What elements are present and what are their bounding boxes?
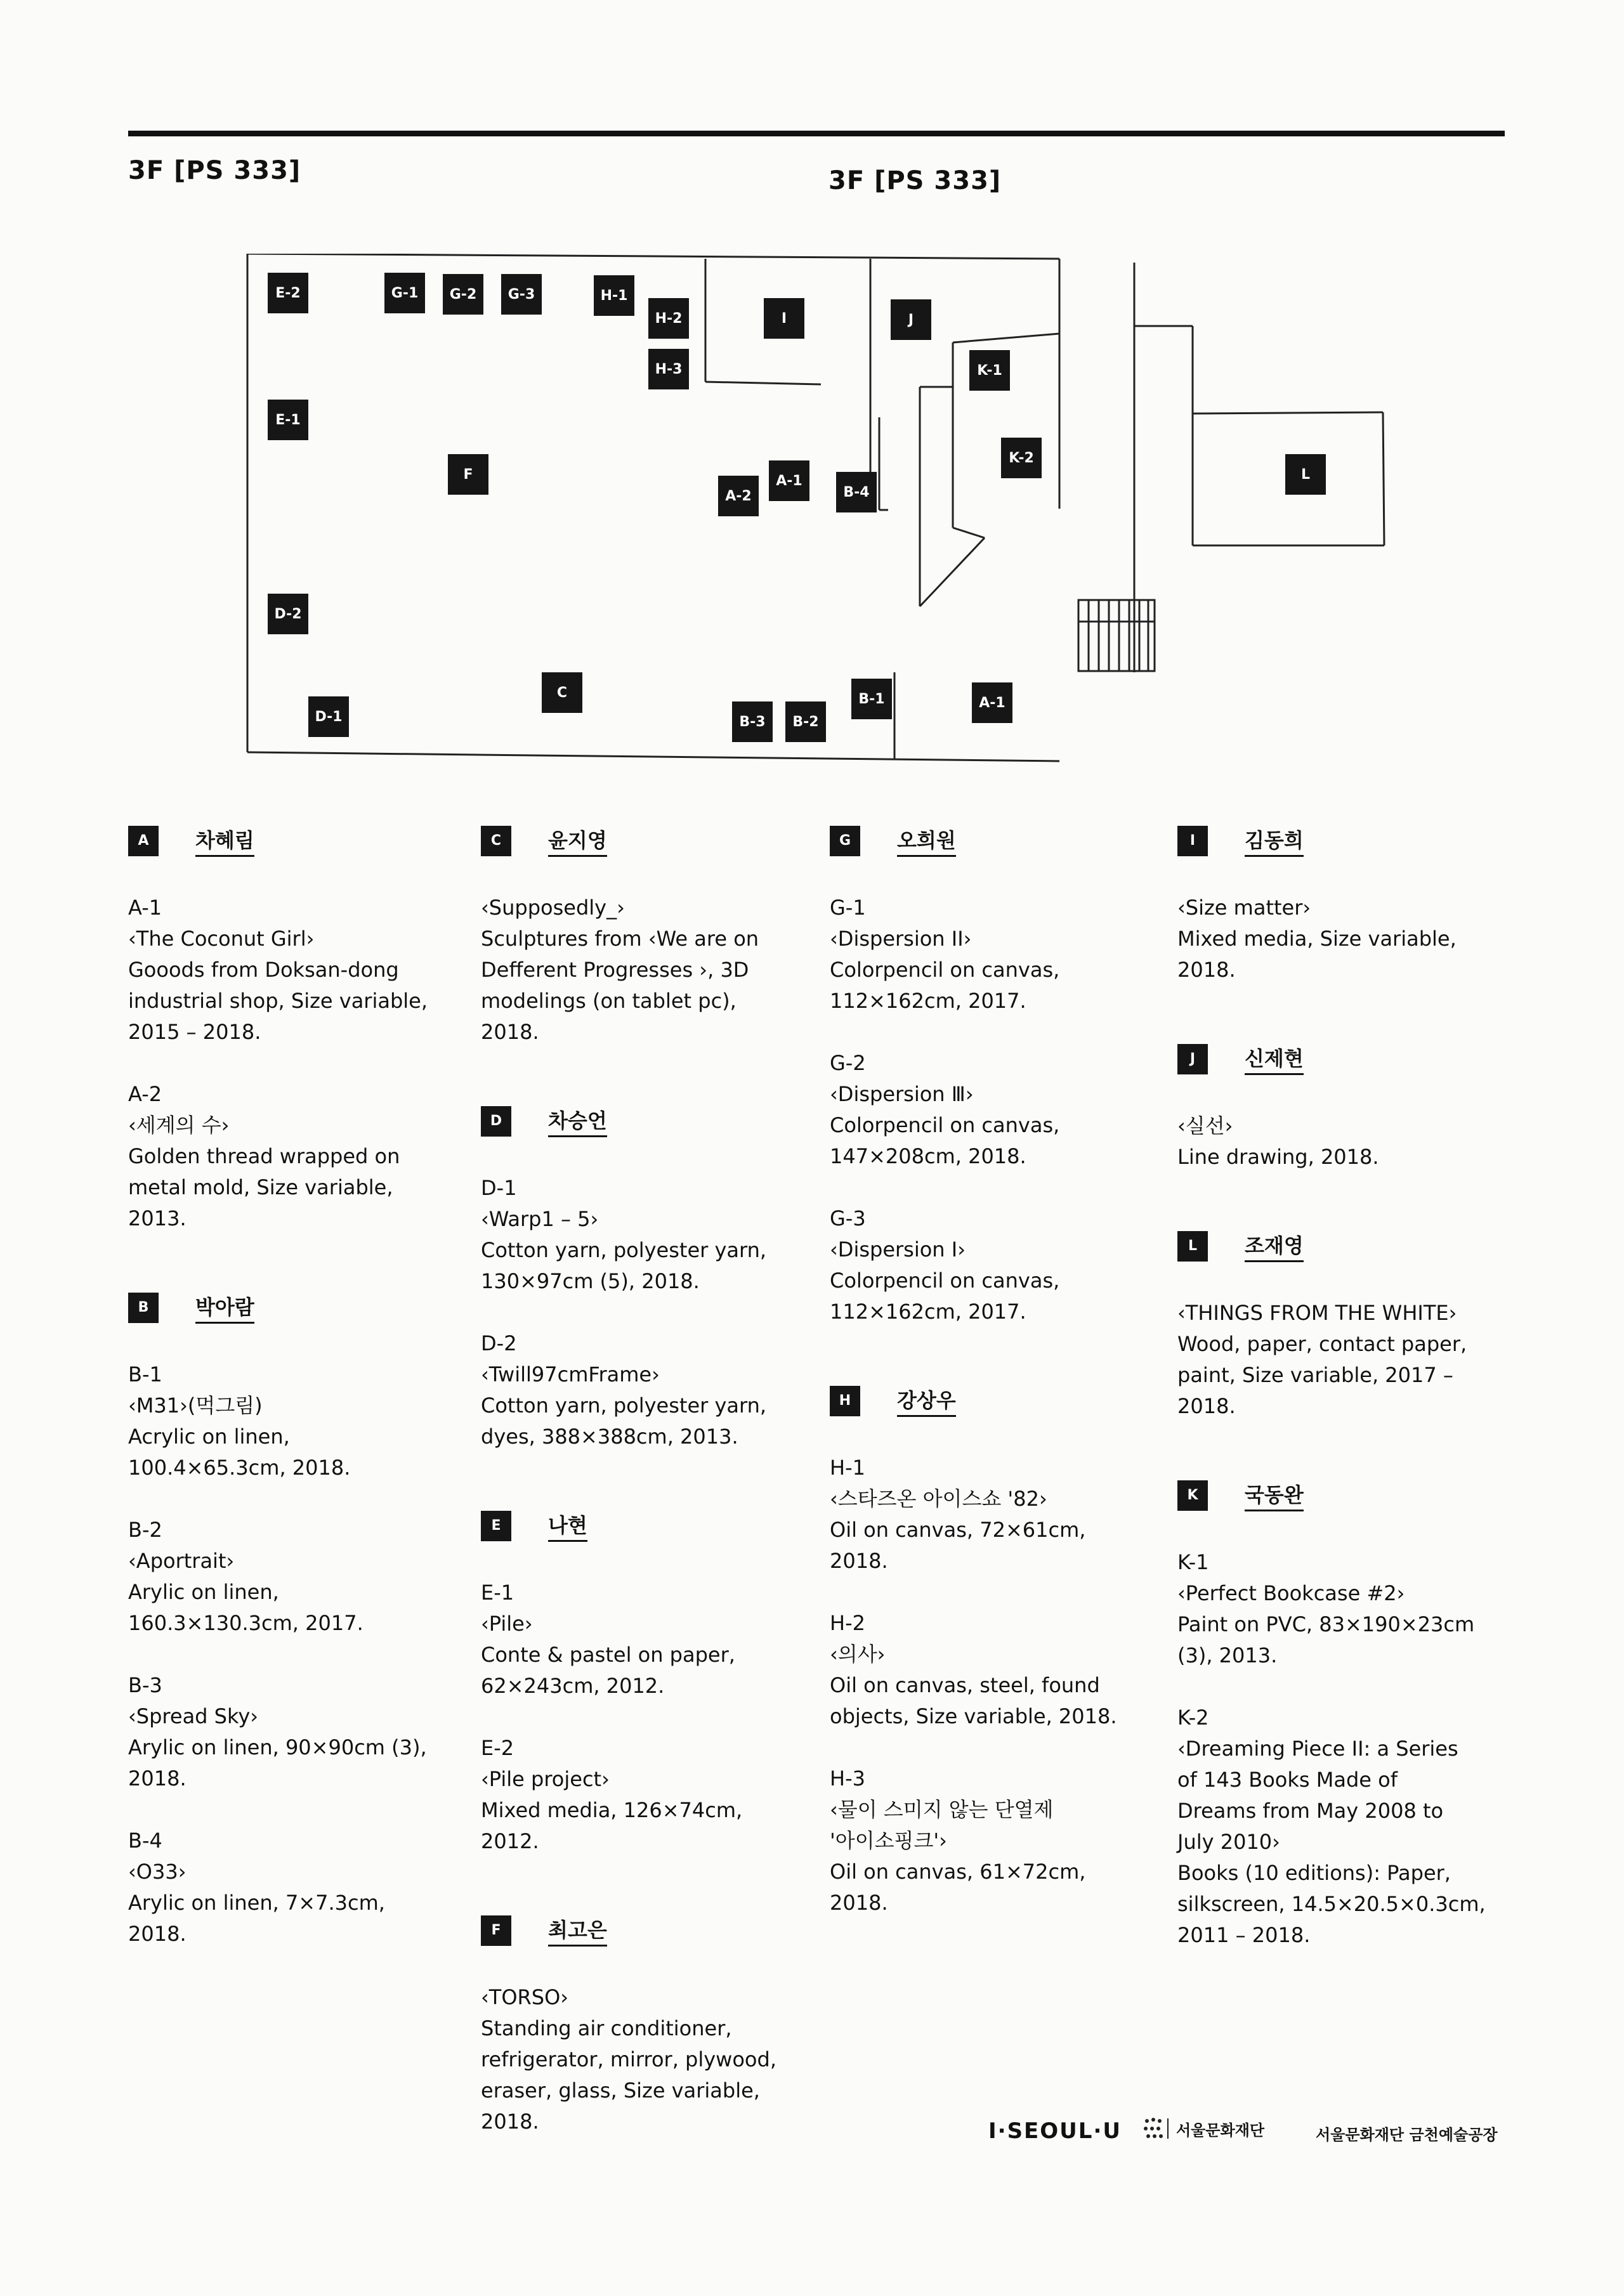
artist-name: 박아람 bbox=[195, 1291, 254, 1324]
artwork-description-line: 2018. bbox=[1177, 1394, 1236, 1418]
artwork-entry bbox=[128, 1359, 471, 1484]
artwork-description-line: Oil on canvas, steel, found bbox=[830, 1673, 1100, 1697]
sfac-logo bbox=[1142, 2116, 1264, 2141]
artwork-description-line: 2018. bbox=[830, 1549, 888, 1573]
artwork-description-line: paint, Size variable, 2017 – bbox=[1177, 1363, 1453, 1387]
artwork-id: G-1 bbox=[830, 896, 866, 920]
artist-letter-badge: B bbox=[128, 1293, 159, 1323]
artwork-title-cont: Dreams from May 2008 to bbox=[1177, 1799, 1444, 1823]
marker-H-1[interactable]: H-1 bbox=[594, 275, 634, 316]
artist-letter-badge: I bbox=[1177, 826, 1208, 856]
artist-name: 국동완 bbox=[1245, 1479, 1304, 1511]
artwork-description-line: Colorpencil on canvas, bbox=[830, 958, 1060, 982]
artwork-id: H-2 bbox=[830, 1611, 865, 1635]
artist-name: 윤지영 bbox=[548, 825, 607, 857]
artist-name: 최고은 bbox=[548, 1914, 607, 1947]
artwork-entry bbox=[128, 1670, 471, 1794]
artwork-id: D-2 bbox=[481, 1331, 517, 1355]
artwork-description-line: Arylic on linen, bbox=[128, 1580, 279, 1604]
artist-header bbox=[481, 825, 823, 857]
artwork-title-cont: July 2010› bbox=[1177, 1830, 1280, 1854]
artwork-description-line: Sculptures from ‹We are on bbox=[481, 927, 759, 951]
artist-section-e bbox=[481, 1510, 823, 1857]
marker-C[interactable]: C bbox=[542, 672, 582, 713]
marker-E-1[interactable]: E-1 bbox=[268, 400, 308, 440]
artwork-description-line: industrial shop, Size variable, bbox=[128, 989, 428, 1013]
artwork-entry bbox=[481, 1982, 823, 2137]
artwork-description-line: Cotton yarn, polyester yarn, bbox=[481, 1393, 767, 1418]
artwork-description-line: refrigerator, mirror, plywood, bbox=[481, 2047, 776, 2071]
geumcheon-logo: 서울문화재단 금천예술공장 bbox=[1316, 2126, 1498, 2144]
artist-section-i bbox=[1177, 825, 1520, 986]
artist-name: 차혜림 bbox=[195, 825, 254, 857]
floor-plan-walls bbox=[241, 254, 1396, 774]
artwork-title: ‹Spread Sky› bbox=[128, 1704, 259, 1728]
artwork-id: B-4 bbox=[128, 1829, 162, 1853]
artwork-entry bbox=[481, 1577, 823, 1702]
marker-E-2[interactable]: E-2 bbox=[268, 273, 308, 313]
artwork-description-line: 2018. bbox=[481, 2110, 539, 2134]
artwork-id: A-2 bbox=[128, 1082, 162, 1106]
artwork-description-line: Colorpencil on canvas, bbox=[830, 1113, 1060, 1137]
artwork-entry bbox=[128, 1515, 471, 1639]
artist-header bbox=[481, 1914, 823, 1947]
marker-H-2[interactable]: H-2 bbox=[648, 298, 689, 339]
artwork-title: ‹Size matter› bbox=[1177, 896, 1311, 920]
artist-header bbox=[1177, 825, 1520, 857]
artist-letter-badge: K bbox=[1177, 1480, 1208, 1511]
artwork-title: ‹세계의 수› bbox=[128, 1113, 230, 1137]
artwork-entry bbox=[128, 892, 471, 1048]
artwork-title: ‹Dispersion II› bbox=[830, 927, 972, 951]
artwork-id: G-3 bbox=[830, 1206, 866, 1230]
artwork-entry bbox=[830, 1452, 1172, 1577]
artwork-description-line: Defferent Progresses ›, 3D bbox=[481, 958, 749, 982]
artwork-description-line: 2018. bbox=[1177, 958, 1236, 982]
artist-letter-badge: E bbox=[481, 1511, 511, 1541]
artwork-title: ‹스타즈온 아이스쇼 '82› bbox=[830, 1487, 1047, 1511]
artwork-description-line: Books (10 editions): Paper, bbox=[1177, 1861, 1451, 1885]
artwork-entry bbox=[830, 1608, 1172, 1732]
artwork-description-line: Conte & pastel on paper, bbox=[481, 1643, 735, 1667]
artwork-description-line: modelings (on tablet pc), bbox=[481, 989, 737, 1013]
marker-H-3[interactable]: H-3 bbox=[648, 349, 689, 389]
artwork-description-line: 2018. bbox=[128, 1766, 187, 1790]
marker-K-2[interactable]: K-2 bbox=[1001, 438, 1042, 478]
marker-B-3[interactable]: B-3 bbox=[732, 701, 773, 742]
artwork-title: ‹Dispersion Ⅲ› bbox=[830, 1082, 974, 1106]
artist-header bbox=[830, 1385, 1172, 1417]
marker-A-1[interactable]: A-1 bbox=[769, 460, 809, 501]
artwork-description-line: Standing air conditioner, bbox=[481, 2016, 732, 2040]
artist-letter-badge: L bbox=[1177, 1231, 1208, 1262]
artist-letter-badge: A bbox=[128, 826, 159, 856]
marker-G-3[interactable]: G-3 bbox=[501, 274, 542, 315]
artwork-entry bbox=[830, 1048, 1172, 1172]
artist-section-k bbox=[1177, 1479, 1520, 1951]
artwork-description-line: 130×97cm (5), 2018. bbox=[481, 1269, 700, 1293]
artwork-entry bbox=[1177, 1298, 1520, 1422]
artwork-title: ‹Pile project› bbox=[481, 1767, 610, 1791]
marker-D-2[interactable]: D-2 bbox=[268, 594, 308, 634]
artist-section-c bbox=[481, 825, 823, 1048]
artist-name: 차승언 bbox=[548, 1105, 607, 1137]
artist-letter-badge: F bbox=[481, 1915, 511, 1946]
artwork-id: D-1 bbox=[481, 1176, 517, 1200]
artist-header bbox=[481, 1105, 823, 1137]
marker-A-2[interactable]: A-2 bbox=[718, 476, 759, 516]
artwork-id: K-1 bbox=[1177, 1550, 1209, 1574]
artwork-id: A-1 bbox=[128, 896, 162, 920]
artwork-description-line: Line drawing, 2018. bbox=[1177, 1145, 1379, 1169]
artwork-description-line: 2018. bbox=[830, 1891, 888, 1915]
artwork-id: H-1 bbox=[830, 1456, 865, 1480]
artwork-entry bbox=[481, 1173, 823, 1297]
artwork-description-line: Colorpencil on canvas, bbox=[830, 1269, 1060, 1293]
artwork-description-line: Mixed media, Size variable, bbox=[1177, 927, 1457, 951]
marker-G-1[interactable]: G-1 bbox=[384, 273, 425, 313]
artist-letter-badge: H bbox=[830, 1386, 860, 1416]
artwork-description-line: Acrylic on linen, bbox=[128, 1425, 290, 1449]
artist-header bbox=[830, 825, 1172, 857]
artwork-title: ‹Warp1 – 5› bbox=[481, 1207, 599, 1231]
artwork-entry bbox=[481, 1328, 823, 1452]
artwork-description-line: 2018. bbox=[128, 1922, 187, 1946]
artwork-entry bbox=[128, 1825, 471, 1950]
marker-K-1[interactable]: K-1 bbox=[969, 350, 1010, 391]
artist-letter-badge: D bbox=[481, 1106, 511, 1137]
marker-L[interactable]: L bbox=[1285, 454, 1326, 495]
artwork-entry bbox=[1177, 1111, 1520, 1173]
artwork-title: ‹O33› bbox=[128, 1860, 187, 1884]
artwork-title: ‹실선› bbox=[1177, 1114, 1233, 1138]
sfac-emblem-icon bbox=[1142, 2116, 1170, 2141]
artwork-description-line: 62×243cm, 2012. bbox=[481, 1674, 665, 1698]
artwork-description-line: 112×162cm, 2017. bbox=[830, 1300, 1026, 1324]
artwork-description-line: 2018. bbox=[481, 1020, 539, 1044]
artwork-title: ‹Dispersion I› bbox=[830, 1237, 966, 1262]
marker-G-2[interactable]: G-2 bbox=[443, 274, 483, 315]
artwork-title: ‹Perfect Bookcase #2› bbox=[1177, 1581, 1405, 1605]
artwork-description-line: Mixed media, 126×74cm, bbox=[481, 1798, 743, 1822]
floor-label-left: 3F [PS 333] bbox=[128, 156, 301, 185]
artist-letter-badge: G bbox=[830, 826, 860, 856]
artwork-description-line: Arylic on linen, 7×7.3cm, bbox=[128, 1891, 385, 1915]
artwork-title: ‹M31›(먹그림) bbox=[128, 1393, 263, 1418]
artwork-title: ‹TORSO› bbox=[481, 1985, 569, 2009]
artwork-description-line: dyes, 388×388cm, 2013. bbox=[481, 1425, 738, 1449]
artwork-title: ‹Twill97cmFrame› bbox=[481, 1362, 660, 1386]
artwork-id: B-2 bbox=[128, 1518, 162, 1542]
artist-section-h bbox=[830, 1385, 1172, 1919]
artwork-description-line: 100.4×65.3cm, 2018. bbox=[128, 1456, 351, 1480]
artwork-description-line: metal mold, Size variable, bbox=[128, 1175, 393, 1199]
artist-header bbox=[1177, 1479, 1520, 1511]
artwork-id: E-1 bbox=[481, 1581, 514, 1605]
artist-letter-badge: J bbox=[1177, 1044, 1208, 1074]
artwork-title: ‹Aportrait› bbox=[128, 1549, 235, 1573]
artwork-entry bbox=[1177, 1702, 1520, 1951]
artwork-id: K-2 bbox=[1177, 1706, 1209, 1730]
artwork-description-line: Cotton yarn, polyester yarn, bbox=[481, 1238, 767, 1262]
artwork-id: G-2 bbox=[830, 1051, 866, 1075]
marker-D-1[interactable]: D-1 bbox=[308, 696, 349, 737]
artist-letter-badge: C bbox=[481, 826, 511, 856]
artwork-description-line: Oil on canvas, 72×61cm, bbox=[830, 1518, 1086, 1542]
artwork-entry bbox=[1177, 1547, 1520, 1671]
artist-header bbox=[1177, 1043, 1520, 1075]
artwork-description-line: Gooods from Doksan-dong bbox=[128, 958, 399, 982]
artwork-description-line: objects, Size variable, 2018. bbox=[830, 1704, 1117, 1728]
artwork-entry bbox=[830, 892, 1172, 1017]
artwork-description-line: 2012. bbox=[481, 1829, 539, 1853]
column-3 bbox=[830, 825, 1172, 1976]
artwork-description-line: Arylic on linen, 90×90cm (3), bbox=[128, 1735, 427, 1759]
artist-name: 김동희 bbox=[1245, 825, 1304, 857]
artwork-description-line: Paint on PVC, 83×190×23cm bbox=[1177, 1612, 1475, 1636]
artwork-title: ‹Dreaming Piece II: a Series bbox=[1177, 1737, 1458, 1761]
marker-I[interactable]: I bbox=[764, 298, 804, 339]
artwork-title: ‹The Coconut Girl› bbox=[128, 927, 315, 951]
marker-B-4[interactable]: B-4 bbox=[836, 472, 877, 512]
sfac-label: 서울문화재단 bbox=[1176, 2121, 1265, 2139]
marker-B-1[interactable]: B-1 bbox=[851, 679, 892, 719]
artwork-description-line: 147×208cm, 2018. bbox=[830, 1144, 1026, 1168]
artist-name: 강상우 bbox=[897, 1385, 956, 1417]
artist-name: 조재영 bbox=[1245, 1230, 1304, 1262]
artwork-title-cont: of 143 Books Made of bbox=[1177, 1768, 1398, 1792]
artist-section-d bbox=[481, 1105, 823, 1452]
artwork-title: ‹의사› bbox=[830, 1642, 886, 1666]
artwork-entry bbox=[481, 1733, 823, 1857]
top-rule bbox=[128, 131, 1505, 136]
column-4 bbox=[1177, 825, 1520, 2008]
artwork-description-line: silkscreen, 14.5×20.5×0.3cm, bbox=[1177, 1892, 1486, 1916]
artist-header bbox=[1177, 1230, 1520, 1262]
artwork-entry bbox=[830, 1203, 1172, 1327]
artist-section-g bbox=[830, 825, 1172, 1327]
artwork-title: ‹THINGS FROM THE WHITE› bbox=[1177, 1301, 1457, 1325]
artist-name: 오희원 bbox=[897, 825, 956, 857]
artwork-description-line: Wood, paper, contact paper, bbox=[1177, 1332, 1467, 1356]
iseoul-logo: I·SEOUL·U bbox=[988, 2118, 1122, 2144]
artwork-entry bbox=[830, 1763, 1172, 1919]
marker-J[interactable]: J bbox=[891, 299, 931, 340]
artist-header bbox=[128, 1291, 471, 1324]
artwork-id: E-2 bbox=[481, 1736, 514, 1760]
artwork-description-line: 2011 – 2018. bbox=[1177, 1923, 1311, 1947]
artwork-id: B-3 bbox=[128, 1673, 162, 1697]
artwork-description-line: (3), 2013. bbox=[1177, 1643, 1278, 1667]
artwork-title-cont: '아이소핑크'› bbox=[830, 1829, 947, 1853]
artwork-entry bbox=[128, 1079, 471, 1234]
artist-name: 신제현 bbox=[1245, 1043, 1304, 1075]
marker-A-1-lower[interactable]: A-1 bbox=[972, 682, 1012, 723]
artwork-description-line: 160.3×130.3cm, 2017. bbox=[128, 1611, 363, 1635]
artwork-id: B-1 bbox=[128, 1362, 162, 1386]
floor-label-right: 3F [PS 333] bbox=[828, 166, 1002, 195]
artist-section-l bbox=[1177, 1230, 1520, 1422]
artist-section-j bbox=[1177, 1043, 1520, 1173]
artwork-title: ‹물이 스미지 않는 단열제 bbox=[830, 1797, 1054, 1822]
artist-header bbox=[128, 825, 471, 857]
artwork-id: H-3 bbox=[830, 1766, 865, 1790]
column-2 bbox=[481, 825, 823, 2195]
artist-section-a bbox=[128, 825, 471, 1234]
marker-B-2[interactable]: B-2 bbox=[785, 701, 826, 742]
artist-section-f bbox=[481, 1914, 823, 2137]
artwork-entry bbox=[481, 892, 823, 1048]
artist-section-b bbox=[128, 1291, 471, 1950]
artist-header bbox=[481, 1510, 823, 1542]
artwork-title: ‹Pile› bbox=[481, 1612, 533, 1636]
artist-name: 나현 bbox=[548, 1510, 587, 1542]
artwork-title: ‹Supposedly_› bbox=[481, 896, 625, 920]
artwork-description-line: 112×162cm, 2017. bbox=[830, 989, 1026, 1013]
artwork-description-line: 2013. bbox=[128, 1206, 187, 1230]
marker-F[interactable]: F bbox=[448, 454, 488, 495]
artwork-description-line: Golden thread wrapped on bbox=[128, 1144, 400, 1168]
artwork-description-line: eraser, glass, Size variable, bbox=[481, 2078, 760, 2103]
floor-plan bbox=[241, 254, 1396, 774]
artwork-description-line: Oil on canvas, 61×72cm, bbox=[830, 1860, 1086, 1884]
artwork-description-line: 2015 – 2018. bbox=[128, 1020, 261, 1044]
artwork-entry bbox=[1177, 892, 1520, 986]
column-1 bbox=[128, 825, 471, 2007]
